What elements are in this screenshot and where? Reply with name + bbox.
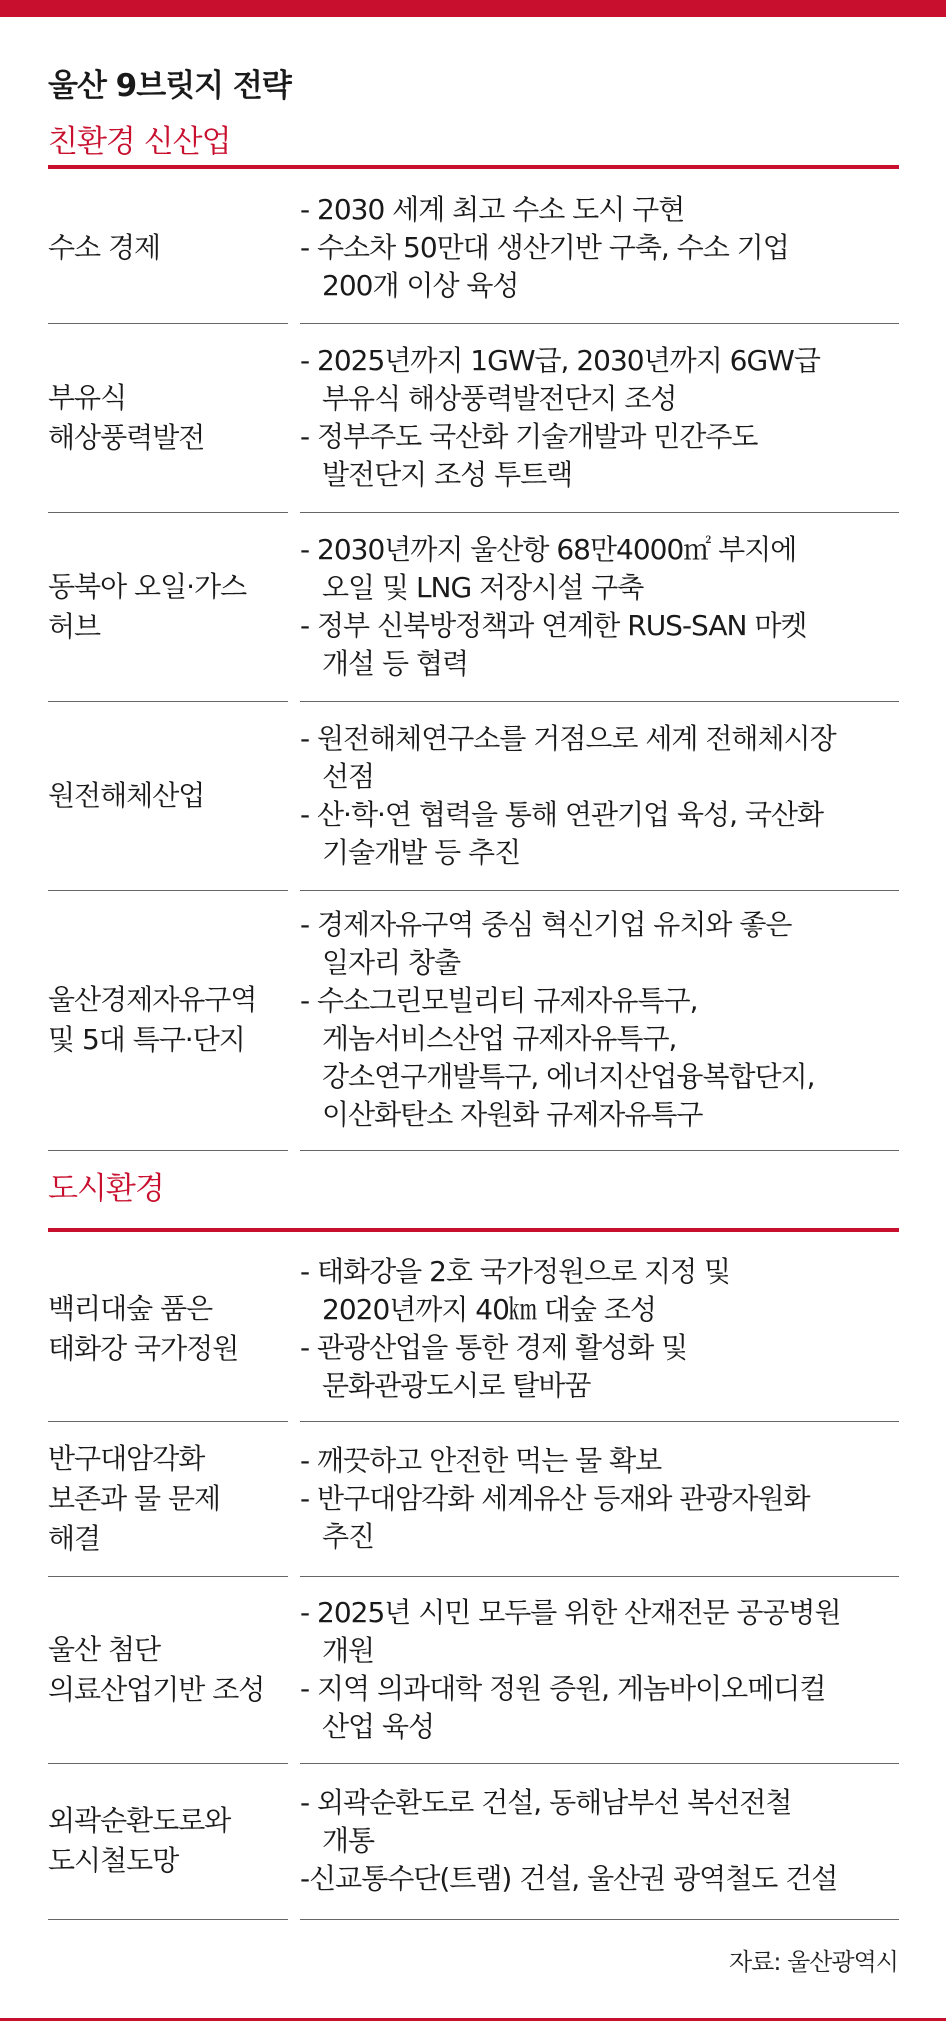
item-line: 선점	[322, 759, 375, 793]
item-line: - 원전해체연구소를 거점으로 세계 전해체시장	[300, 721, 836, 755]
list-item	[300, 1480, 899, 1556]
item-line: 개원	[322, 1633, 375, 1667]
item-line: - 태화강을 2호 국가정원으로 지정 및	[300, 1254, 731, 1288]
item-line: - 깨끗하고 안전한 먹는 물 확보	[300, 1443, 662, 1477]
section-heading: 도시환경	[48, 1171, 164, 1207]
row-label-line: 부유식	[48, 380, 127, 414]
row-label-line: 반구대암각화	[48, 1441, 205, 1475]
section-rule	[48, 165, 899, 169]
table-row	[48, 701, 899, 890]
top-accent-bar	[0, 0, 946, 17]
row-label-line: 동북아 오일·가스	[48, 569, 247, 603]
item-line: -신교통수단(트램) 건설, 울산권 광역철도 건설	[300, 1862, 838, 1895]
bottom-accent-bar	[0, 2018, 946, 2021]
row-label-line: 해결	[48, 1521, 101, 1555]
row-items	[300, 890, 899, 1150]
list-item	[300, 720, 899, 796]
item-line: 2020년까지 40㎞ 대숲 조성	[322, 1292, 656, 1326]
list-item	[300, 1329, 899, 1405]
row-divider	[48, 1150, 288, 1151]
list-item	[300, 342, 899, 418]
item-line: 이산화탄소 자원화 규제자유특구	[322, 1098, 703, 1131]
row-label-line: 울산경제자유구역	[48, 983, 257, 1016]
source-note: 자료: 울산광역시	[728, 1948, 898, 1976]
item-line: 문화관광도시로 탈바꿈	[322, 1368, 591, 1402]
row-label	[48, 1236, 288, 1421]
row-divider	[300, 1150, 899, 1151]
table-row	[48, 1421, 899, 1576]
list-item	[300, 1594, 899, 1670]
item-line: 개설 등 협력	[322, 646, 469, 680]
item-line: - 정부 신북방정책과 연계한 RUS-SAN 마켓	[300, 608, 807, 642]
list-item	[300, 1860, 899, 1898]
table-row	[48, 1236, 899, 1421]
row-items	[300, 1421, 899, 1576]
row-divider	[48, 1919, 288, 1920]
row-items	[300, 1763, 899, 1919]
row-items	[300, 173, 899, 323]
item-line: - 외곽순환도로 건설, 동해남부선 복선전철	[300, 1786, 792, 1819]
row-items	[300, 701, 899, 890]
list-item	[300, 191, 899, 229]
item-line: 발전단지 조성 투트랙	[322, 457, 573, 491]
page-title: 울산 9브릿지 전략	[48, 68, 291, 104]
item-line: 기술개발 등 추진	[322, 835, 521, 869]
list-item	[300, 1253, 899, 1329]
item-line: 강소연구개발특구, 에너지산업융복합단지,	[322, 1060, 815, 1093]
item-line: - 수소차 50만대 생산기반 구축, 수소 기업	[300, 231, 789, 264]
row-label-line: 수소 경제	[48, 231, 161, 264]
row-label-line: 도시철도망	[48, 1844, 179, 1877]
item-line: 게놈서비스산업 규제자유특구,	[322, 1022, 677, 1055]
row-items	[300, 1576, 899, 1763]
row-items	[300, 1236, 899, 1421]
list-item	[300, 1784, 899, 1860]
row-label-line: 허브	[48, 609, 101, 643]
table-row	[48, 1763, 899, 1919]
item-line: - 2030 세계 최고 수소 도시 구현	[300, 193, 685, 226]
row-label-line: 백리대숲 품은	[48, 1291, 213, 1325]
item-line: - 2025년 시민 모두를 위한 산재전문 공공병원	[300, 1595, 841, 1629]
item-line: 개통	[322, 1824, 375, 1857]
row-items	[300, 323, 899, 512]
list-item	[300, 796, 899, 872]
item-line: - 2030년까지 울산항 68만4000㎡ 부지에	[300, 532, 797, 566]
list-item	[300, 982, 899, 1134]
row-label	[48, 701, 288, 890]
table-row	[48, 890, 899, 1150]
row-label-line: 의료산업기반 조성	[48, 1672, 265, 1706]
list-item	[300, 229, 899, 305]
row-label-line: 보존과 물 문제	[48, 1481, 221, 1515]
row-label-line: 외곽순환도로와	[48, 1804, 231, 1837]
row-label	[48, 1421, 288, 1576]
row-label	[48, 173, 288, 323]
table-row	[48, 323, 899, 512]
list-item	[300, 1442, 899, 1480]
row-label	[48, 1763, 288, 1919]
item-line: - 경제자유구역 중심 혁신기업 유치와 좋은	[300, 908, 792, 941]
row-label-line: 태화강 국가정원	[48, 1331, 239, 1365]
section-rule	[48, 1228, 899, 1232]
row-items	[300, 512, 899, 701]
item-line: - 관광산업을 통한 경제 활성화 및	[300, 1330, 688, 1364]
item-line: 일자리 창출	[322, 946, 461, 979]
row-label	[48, 512, 288, 701]
table-row	[48, 1576, 899, 1763]
item-line: - 지역 의과대학 정원 증원, 게놈바이오메디컬	[300, 1671, 826, 1705]
item-line: - 산·학·연 협력을 통해 연관기업 육성, 국산화	[300, 797, 824, 831]
item-line: 오일 및 LNG 저장시설 구축	[322, 570, 644, 604]
row-label-line: 및 5대 특구·단지	[48, 1023, 245, 1056]
table-row	[48, 173, 899, 323]
item-line: 추진	[322, 1519, 375, 1553]
table-row	[48, 512, 899, 701]
list-item	[300, 906, 899, 982]
item-line: 부유식 해상풍력발전단지 조성	[322, 381, 677, 415]
item-line: - 정부주도 국산화 기술개발과 민간주도	[300, 419, 758, 453]
row-label	[48, 323, 288, 512]
row-label-line: 해상풍력발전	[48, 420, 205, 454]
row-divider	[300, 1919, 899, 1920]
item-line: 200개 이상 육성	[322, 269, 519, 302]
row-label	[48, 890, 288, 1150]
item-line: - 2025년까지 1GW급, 2030년까지 6GW급	[300, 343, 820, 377]
row-label	[48, 1576, 288, 1763]
item-line: 산업 육성	[322, 1709, 435, 1743]
list-item	[300, 1670, 899, 1746]
list-item	[300, 607, 899, 683]
item-line: - 수소그린모빌리티 규제자유특구,	[300, 984, 698, 1017]
section-heading: 친환경 신산업	[48, 124, 231, 160]
row-label-line: 울산 첨단	[48, 1632, 161, 1666]
list-item	[300, 531, 899, 607]
item-line: - 반구대암각화 세계유산 등재와 관광자원화	[300, 1481, 810, 1515]
row-label-line: 원전해체산업	[48, 778, 205, 812]
list-item	[300, 418, 899, 494]
